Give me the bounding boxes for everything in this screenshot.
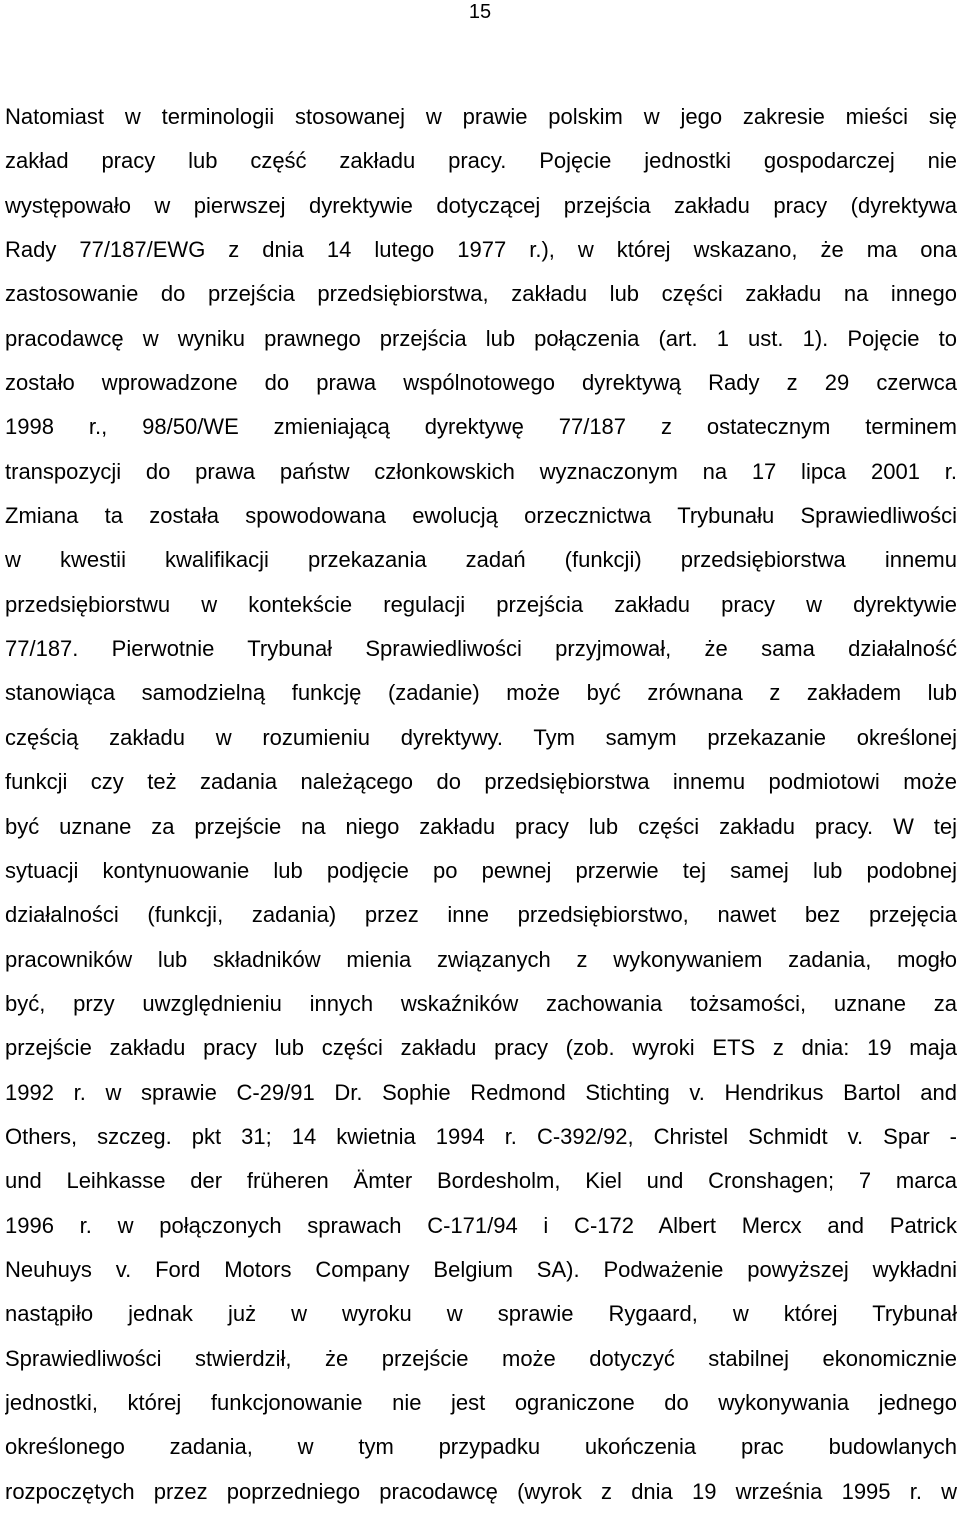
text-line: und Leihkasse der früheren Ämter Bordesholm, Kiel und Cronshagen; 7 marca [5, 1168, 957, 1194]
text-line: funkcji czy też zadania należącego do przedsiębiorstwa innemu podmiotowi może [5, 769, 957, 795]
text-line: Natomiast w terminologii stosowanej w prawie polskim w jego zakresie mieści się [5, 104, 957, 129]
text-line: transpozycji do prawa państw członkowskich wyznaczonym na 17 lipca 2001 r. [5, 458, 957, 484]
text-line: być uznane za przejście na niego zakładu pracy lub części zakładu pracy. W tej [5, 813, 957, 839]
text-line: pracowników lub składników mienia związanych z wykonywaniem zadania, mogło [5, 946, 957, 972]
text-line: rozpoczętych przez poprzedniego pracodawcę (wyrok z dnia 19 września 1995 r. w [5, 1478, 957, 1504]
page-number: 15 [468, 1, 492, 23]
text-line: działalności (funkcji, zadania) przez inne przedsiębiorstwo, nawet bez przejęcia [5, 902, 957, 928]
text-line: Others, szczeg. pkt 31; 14 kwietnia 1994 r. C-392/92, Christel Schmidt v. Spar - [5, 1123, 957, 1149]
text-line: w kwestii kwalifikacji przekazania zadań (funkcji) przedsiębiorstwa innemu [5, 547, 957, 573]
text-line: zostało wprowadzone do prawa wspólnotowego dyrektywą Rady z 29 czerwca [5, 370, 957, 396]
text-line: 77/187. Pierwotnie Trybunał Sprawiedliwości przyjmował, że sama działalność [5, 636, 957, 662]
text-line: sytuacji kontynuowanie lub podjęcie po pewnej przerwie tej samej lub podobnej [5, 857, 957, 883]
text-line: stanowiąca samodzielną funkcję (zadanie) może być zrównana z zakładem lub [5, 680, 957, 706]
text-line: 1998 r., 98/50/WE zmieniającą dyrektywę 77/187 z ostatecznym terminem [5, 414, 957, 440]
text-line: pracodawcę w wyniku prawnego przejścia lub połączenia (art. 1 ust. 1). Pojęcie to [5, 325, 957, 351]
text-line: nastąpiło jednak już w wyroku w sprawie Rygaard, w której Trybunał [5, 1301, 957, 1327]
text-line: Neuhuys v. Ford Motors Company Belgium SA). Podważenie powyższej wykładni [5, 1256, 957, 1282]
text-line: przejście zakładu pracy lub części zakładu pracy (zob. wyroki ETS z dnia: 19 maja [5, 1035, 957, 1061]
text-line: przedsiębiorstwu w kontekście regulacji przejścia zakładu pracy w dyrektywie [5, 591, 957, 617]
text-line: Rady 77/187/EWG z dnia 14 lutego 1977 r.), w której wskazano, że ma ona [5, 237, 957, 263]
text-line: 1992 r. w sprawie C-29/91 Dr. Sophie Redmond Stichting v. Hendrikus Bartol and [5, 1079, 957, 1105]
text-line: określonego zadania, w tym przypadku ukończenia prac budowlanych [5, 1434, 957, 1460]
text-line: Sprawiedliwości stwierdził, że przejście może dotyczyć stabilnej ekonomicznie [5, 1345, 957, 1371]
text-line: być, przy uwzględnieniu innych wskaźników zachowania tożsamości, uznane za [5, 990, 957, 1016]
text-line: zakład pracy lub część zakładu pracy. Pojęcie jednostki gospodarczej nie [5, 148, 957, 174]
body-paragraph [5, 95, 957, 1514]
text-line: 1996 r. w połączonych sprawach C-171/94 i C-172 Albert Mercx and Patrick [5, 1212, 957, 1238]
text-line: Zmiana ta została spowodowana ewolucją orzecznictwa Trybunału Sprawiedliwości [5, 503, 957, 529]
text-line: zastosowanie do przejścia przedsiębiorstwa, zakładu lub części zakładu na innego [5, 281, 957, 307]
text-line: częścią zakładu w rozumieniu dyrektywy. Tym samym przekazanie określonej [5, 724, 957, 750]
text-line: występowało w pierwszej dyrektywie dotyczącej przejścia zakładu pracy (dyrektywa [5, 192, 957, 218]
text-line: jednostki, której funkcjonowanie nie jest ograniczone do wykonywania jednego [5, 1389, 957, 1415]
